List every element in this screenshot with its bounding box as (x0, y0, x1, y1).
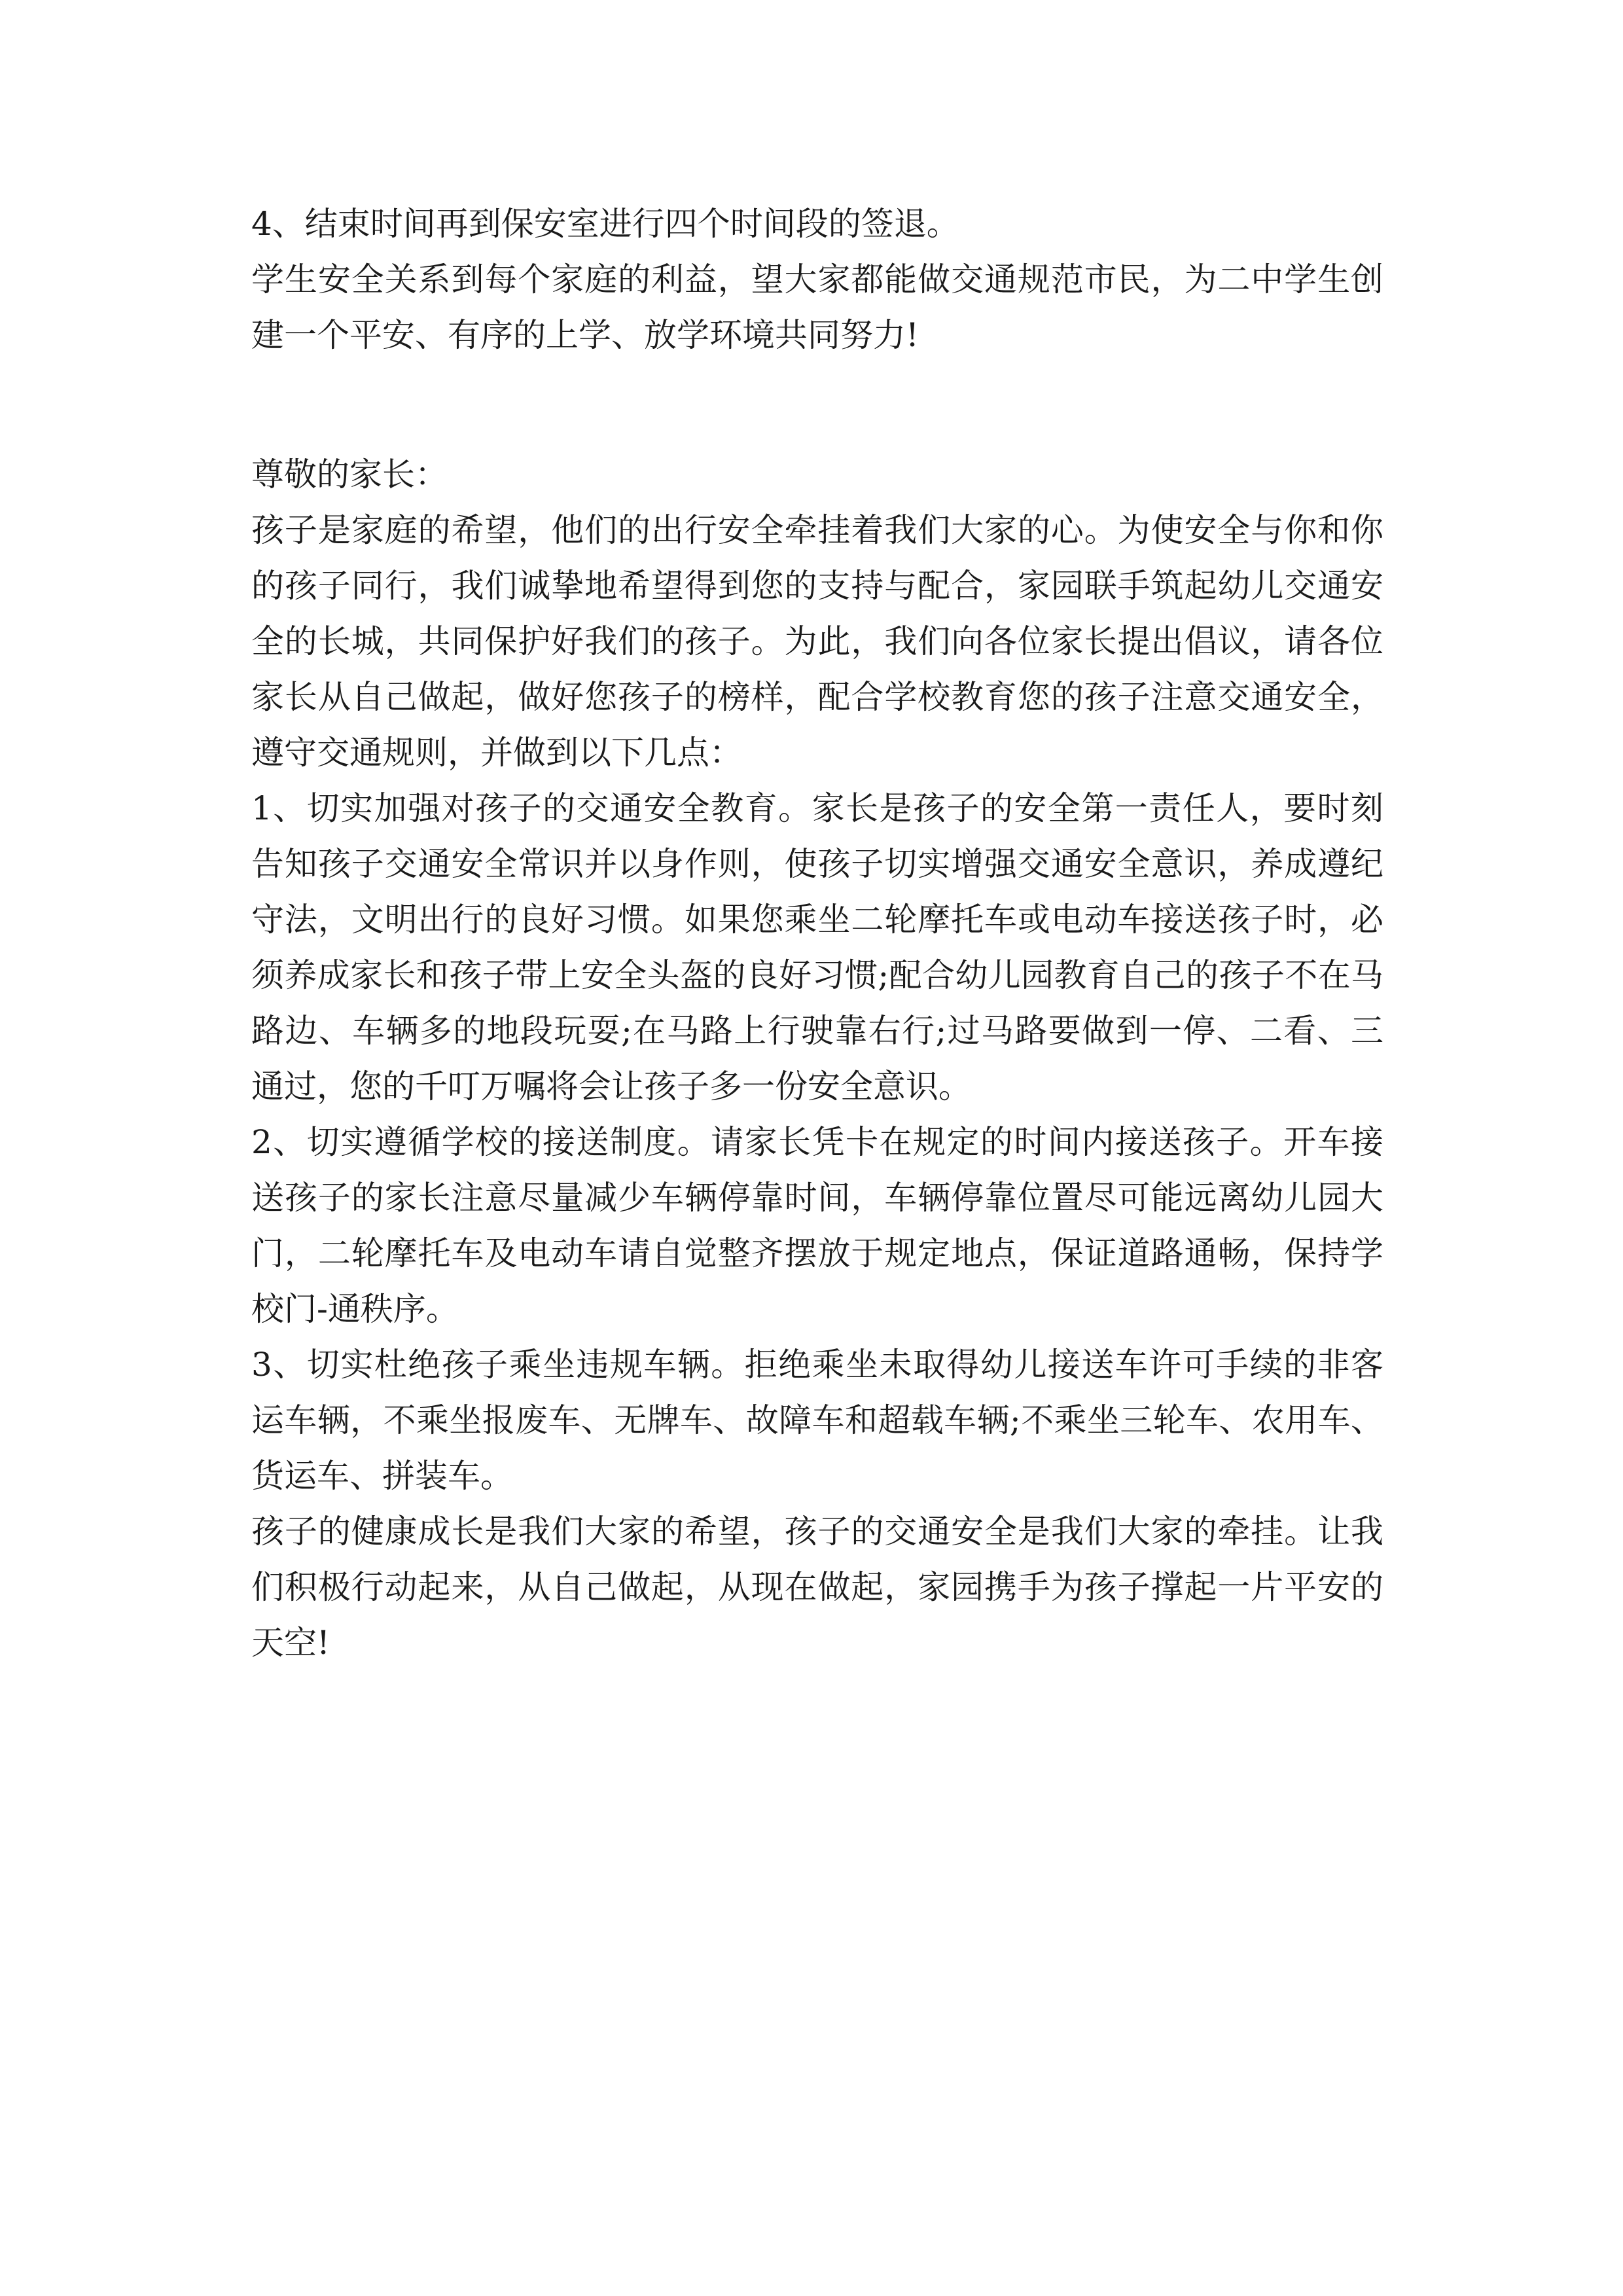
letter-salutation: 尊敬的家长： (251, 456, 448, 493)
document-body (251, 196, 1383, 1671)
letter-point-2: 2、切实遵循学校的接送制度。请家长凭卡在规定的时间内接送孩子。开车接送孩子的家长注意尽量减少车辆停靠时间，车辆停靠位置尽可能远离幼儿园大门，二轮摩托车及电动车请自觉整齐摆放于规定地点，保证道路通畅，保持学校门-通秩序。 (251, 1123, 1383, 1328)
section-one-item-4: 4、结束时间再到保安室进行四个时间段的签退。 (251, 205, 959, 243)
section-one-closing: 学生安全关系到每个家庭的利益，望大家都能做交通规范市民，为二中学生创建一个平安、有序的上学、放学环境共同努力! (251, 260, 1383, 354)
letter-point-1: 1、切实加强对孩子的交通安全教育。家长是孩子的安全第一责任人，要时刻告知孩子交通安全常识并以身作则，使孩子切实增强交通安全意识，养成遵纪守法，文明出行的良好习惯。如果您乘坐二轮摩托车或电动车接送孩子时，必须养成家长和孩子带上安全头盔的良好习惯;配合幼儿园教育自己的孩子不在马路边、车辆多的地段玩耍;在马路上行驶靠右行;过马路要做到一停、二看、三通过，您的千叮万嘱将会让孩子多一份安全意识。 (251, 789, 1383, 1105)
paragraph-gap (251, 363, 1383, 447)
letter-intro: 孩子是家庭的希望，他们的出行安全牵挂着我们大家的心。为使安全与你和你的孩子同行，我们诚挚地希望得到您的支持与配合，家园联手筑起幼儿交通安全的长城，共同保护好我们的孩子。为此，我们向各位家长提出倡议，请各位家长从自己做起，做好您孩子的榜样，配合学校教育您的孩子注意交通安全，遵守交通规则，并做到以下几点： (251, 511, 1383, 772)
letter-point-3: 3、切实杜绝孩子乘坐违规车辆。拒绝乘坐未取得幼儿接送车许可手续的非客运车辆，不乘坐报废车、无牌车、故障车和超载车辆;不乘坐三轮车、农用车、货运车、拼装车。 (251, 1346, 1383, 1495)
letter-closing: 孩子的健康成长是我们大家的希望，孩子的交通安全是我们大家的牵挂。让我们积极行动起来，从自己做起，从现在做起，家园携手为孩子撑起一片平安的天空! (251, 1513, 1383, 1662)
